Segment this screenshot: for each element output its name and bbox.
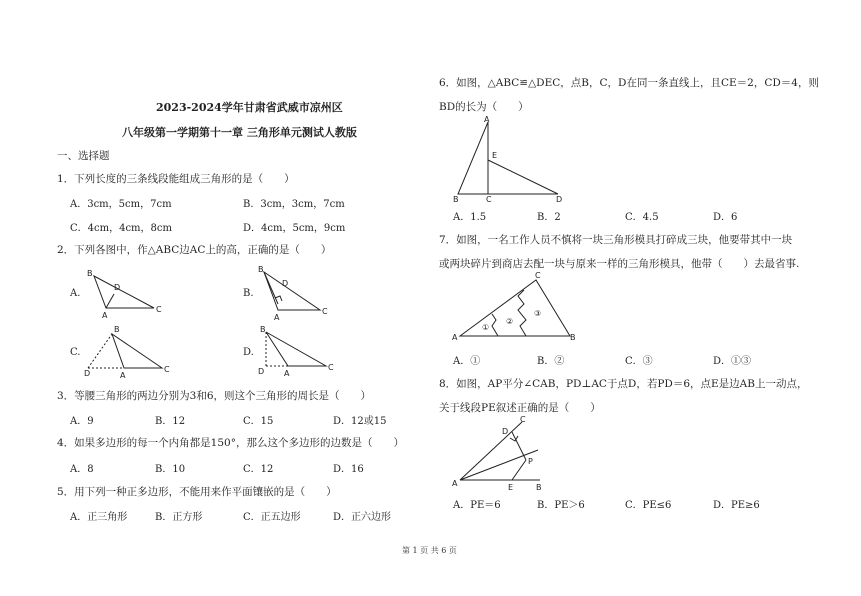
svg-text:E: E: [508, 483, 514, 492]
svg-text:A: A: [102, 311, 108, 320]
svg-text:P: P: [528, 457, 533, 466]
svg-text:A: A: [284, 369, 290, 378]
q7-option-a[interactable]: A．①: [453, 356, 481, 367]
q7-option-b[interactable]: B．②: [537, 356, 565, 367]
svg-text:C: C: [535, 271, 541, 280]
svg-text:A: A: [452, 333, 458, 342]
question-7-stem-line1: 7．如图，一名工作人员不慎将一块三角形模具打碎成三块，他要带其中一块: [439, 234, 793, 246]
svg-text:B: B: [536, 483, 542, 492]
q8-figure: [452, 414, 552, 490]
q8-option-c[interactable]: C．PE≤6: [625, 500, 672, 511]
svg-text:C: C: [486, 195, 492, 204]
q6-figure: [450, 115, 570, 204]
q1-option-a[interactable]: A．3cm，5cm，7cm: [70, 199, 172, 210]
q2-option-d[interactable]: D.: [243, 347, 254, 358]
question-1-stem: 1．下列长度的三条线段能组成三角形的是（ ）: [57, 173, 295, 185]
svg-text:C: C: [322, 307, 328, 316]
q4-option-c[interactable]: C．12: [243, 464, 274, 475]
svg-text:D: D: [502, 427, 509, 436]
svg-text:C: C: [520, 415, 526, 424]
svg-text:C: C: [328, 363, 334, 372]
svg-text:②: ②: [506, 317, 514, 326]
q8-option-a[interactable]: A．PE＝6: [453, 500, 501, 511]
q8-option-d[interactable]: D．PE≥6: [713, 500, 760, 511]
exam-subtitle: 八年级第一学期第十一章 三角形单元测试人教版: [122, 126, 357, 139]
svg-text:D: D: [84, 369, 91, 378]
page-footer: 第 1 页 共 6 页: [402, 546, 457, 555]
q2-option-b[interactable]: B.: [243, 288, 254, 299]
q1-option-d[interactable]: D．4cm，5cm，9cm: [243, 223, 346, 234]
q2-figure-d: [256, 324, 346, 380]
svg-text:B: B: [570, 333, 576, 342]
q6-option-b[interactable]: B．2: [537, 212, 561, 223]
svg-text:D: D: [258, 367, 265, 376]
svg-text:B: B: [87, 269, 93, 278]
svg-text:A: A: [484, 115, 490, 124]
svg-text:B: B: [453, 195, 459, 204]
svg-text:B: B: [258, 265, 264, 274]
svg-text:E: E: [492, 151, 498, 160]
q5-option-c[interactable]: C．正五边形: [243, 512, 301, 523]
question-3-stem: 3．等腰三角形的两边分别为3和6，则这个三角形的周长是（ ）: [57, 390, 372, 402]
svg-text:D: D: [556, 195, 563, 204]
q2-option-a[interactable]: A.: [70, 288, 81, 299]
svg-text:D: D: [114, 283, 121, 292]
q7-option-c[interactable]: C．③: [625, 356, 653, 367]
svg-text:③: ③: [534, 309, 542, 318]
q3-option-b[interactable]: B．12: [155, 416, 186, 427]
svg-text:B: B: [114, 325, 120, 334]
q5-option-d[interactable]: D．正六边形: [333, 512, 392, 523]
svg-text:C: C: [164, 365, 170, 374]
q6-option-c[interactable]: C．4.5: [625, 212, 659, 223]
q5-option-b[interactable]: B．正方形: [155, 512, 203, 523]
q8-option-b[interactable]: B．PE＞6: [537, 500, 585, 511]
svg-text:C: C: [156, 305, 162, 314]
q3-option-c[interactable]: C．15: [243, 416, 274, 427]
question-6-stem-line2: BD的长为（ ）: [439, 101, 529, 113]
q1-option-c[interactable]: C．4cm，4cm，8cm: [70, 223, 172, 234]
q6-option-a[interactable]: A．1.5: [453, 212, 487, 223]
q4-option-a[interactable]: A．8: [70, 464, 94, 475]
question-8-stem-line2: 关于线段PE叙述正确的是（ ）: [439, 402, 601, 414]
q7-option-d[interactable]: D．①③: [713, 356, 752, 367]
q2-figure-a: [84, 266, 174, 322]
q2-option-c[interactable]: C.: [70, 347, 81, 358]
q4-option-d[interactable]: D．16: [333, 464, 364, 475]
svg-text:B: B: [260, 325, 266, 334]
svg-text:①: ①: [482, 323, 490, 332]
q2-figure-b: [256, 262, 346, 324]
question-6-stem-line1: 6．如图，△ABC≌△DEC，点B，C，D在同一条直线上，且CE＝2，CD＝4，则: [439, 77, 819, 89]
q7-figure: [452, 271, 582, 346]
q6-option-d[interactable]: D．6: [713, 212, 738, 223]
svg-text:D: D: [282, 279, 289, 288]
question-7-stem-line2: 或两块碎片到商店去配一块与原来一样的三角形模具，他带（ ）去最省事.: [439, 258, 800, 270]
q1-option-b[interactable]: B．3cm，3cm，7cm: [243, 199, 345, 210]
exam-title: 2023-2024学年甘肃省武威市凉州区: [156, 101, 343, 114]
q3-option-d[interactable]: D．12或15: [333, 416, 387, 427]
question-8-stem-line1: 8．如图，AP平分∠CAB，PD⊥AC于点D，若PD＝6，点E是边AB上一动点，: [439, 378, 808, 390]
svg-text:A: A: [452, 479, 458, 488]
svg-text:A: A: [120, 371, 126, 380]
question-2-stem: 2．下列各图中，作△ABC边AC上的高，正确的是（ ）: [57, 244, 332, 256]
q2-figure-c: [84, 324, 174, 380]
q4-option-b[interactable]: B．10: [155, 464, 186, 475]
q5-option-a[interactable]: A．正三角形: [70, 512, 128, 523]
question-4-stem: 4．如果多边形的每一个内角都是150°，那么这个多边形的边数是（ ）: [57, 437, 404, 449]
svg-text:A: A: [274, 313, 280, 322]
section-heading: 一、选择题: [57, 150, 110, 162]
q3-option-a[interactable]: A．9: [70, 416, 94, 427]
question-5-stem: 5．用下列一种正多边形，不能用来作平面镶嵌的是（ ）: [57, 486, 337, 498]
